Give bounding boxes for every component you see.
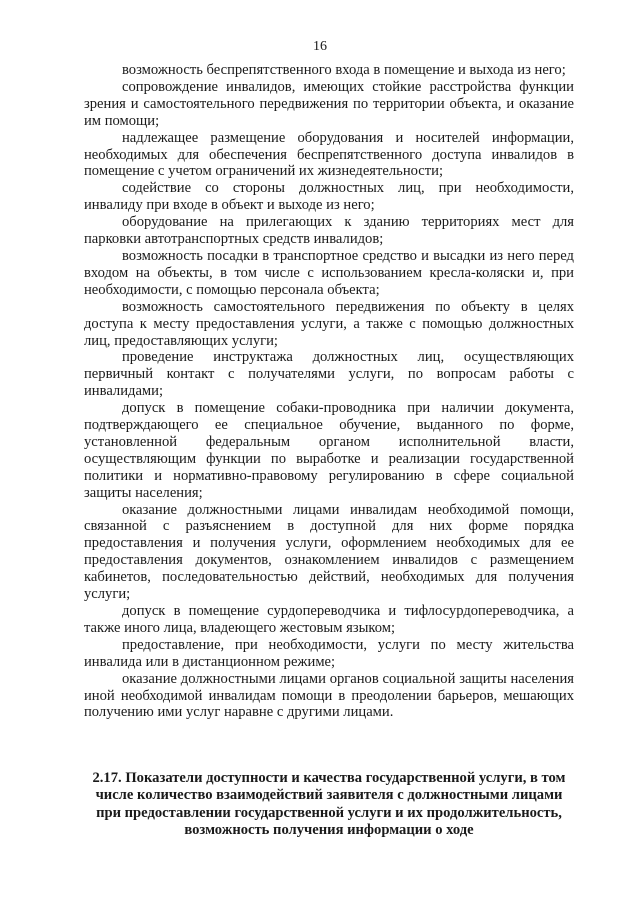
paragraph: допуск в помещение сурдопереводчика и тифлосурдопереводчика, а также иного лица, владеющего жестовым языком;: [84, 603, 574, 636]
paragraph: допуск в помещение собаки-проводника при наличии документа, подтверждающего ее специальное обучение, выданного по форме, установленной федеральным органом исполнительной власти, осуществляющим функции по выработке и реализации государственной политики и нормативно-правовому регулированию в сфере социальной защиты населения;: [84, 400, 574, 501]
paragraph: предоставление, при необходимости, услуги по месту жительства инвалида или в дистанционном режиме;: [84, 636, 574, 670]
paragraph: оказание должностными лицами органов социальной защиты населения иной необходимой инвалидам помощи в преодолении барьеров, мешающих получению ими услуг наравне с другими лицами.: [84, 670, 574, 721]
section-heading: 2.17. Показатели доступности и качества государственной услуги, в том числе количество взаимодействий заявителя с должностными лицами при предоставлении государственной услуги и их продолжительность, возможность получения информации о ходе: [92, 770, 566, 839]
paragraph: возможность самостоятельного передвижения по объекту в целях доступа к месту предоставления услуги, а также с помощью должностных лиц, предоставляющих услуги;: [84, 298, 574, 349]
paragraph: проведение инструктажа должностных лиц, осуществляющих первичный контакт с получателями услуги, по вопросам работы с инвалидами;: [84, 349, 574, 400]
paragraph: оборудование на прилегающих к зданию территориях мест для парковки автотранспортных средств инвалидов;: [84, 214, 574, 248]
paragraph: оказание должностными лицами инвалидам необходимой помощи, связанной с разъяснением в доступной для них форме порядка предоставления и получения услуги, оформлением необходимых для ее предоставления документов, ознакомлением инвалидов с размещением кабинетов, последовательностью действий, необходимых для получения услуги;: [84, 501, 574, 603]
paragraph: возможность беспрепятственного входа в помещение и выхода из него;: [122, 62, 566, 78]
body-text: [84, 62, 574, 721]
paragraph: сопровождение инвалидов, имеющих стойкие расстройства функции зрения и самостоятельного передвижения по территории объекта, и оказание им помощи;: [84, 78, 574, 129]
paragraph: возможность посадки в транспортное средство и высадки из него перед входом на объекты, в том числе с использованием кресла-коляски и, при необходимости, с помощью персонала объекта;: [84, 247, 574, 298]
page-number: 16: [313, 39, 327, 54]
paragraph: содействие со стороны должностных лиц, при необходимости, инвалиду при входе в объект и выходе из него;: [84, 180, 574, 214]
paragraph: надлежащее размещение оборудования и носителей информации, необходимых для обеспечения беспрепятственного доступа инвалидов в помещение с учетом ограничений их жизнедеятельности;: [84, 129, 574, 180]
